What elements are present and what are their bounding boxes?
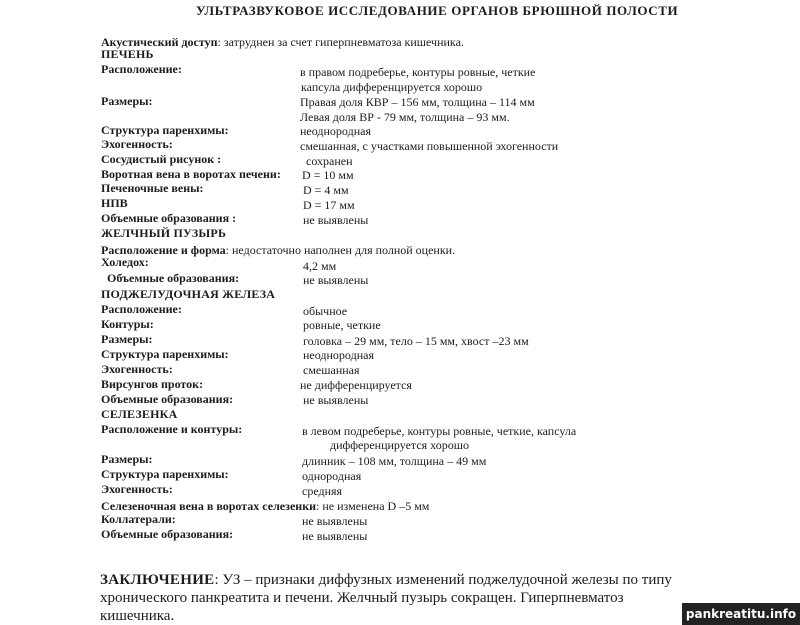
liver-size-value-1: Правая доля КВР – 156 мм, толщина – 114 мм xyxy=(300,95,535,109)
liver-hepatic-value: D = 4 мм xyxy=(303,183,349,197)
liver-echo-value: смешанная, с участками повышенной эхогенности xyxy=(300,139,559,153)
conclusion-line-3: кишечника. xyxy=(100,608,175,624)
gallbladder-masses-value: не выявлены xyxy=(303,273,369,287)
liver-ivc-value: D = 17 мм xyxy=(303,198,355,212)
spleen-vein-label: Селезеночная вена в воротах селезенки xyxy=(101,499,317,513)
gallbladder-duct-label: Холедох: xyxy=(101,255,149,269)
liver-parenchyma-value: неоднородная xyxy=(300,124,371,138)
acoustic-access xyxy=(101,33,464,51)
spleen-echo-label: Эхогенность: xyxy=(101,482,173,496)
pancreas-parenchyma-label: Структура паренхимы: xyxy=(101,347,229,361)
spleen-parenchyma-value: однородная xyxy=(302,469,362,483)
liver-vascular-label: Сосудистый рисунок : xyxy=(101,152,222,166)
pancreas-parenchyma-value: неоднородная xyxy=(303,348,374,362)
liver-size-label: Размеры: xyxy=(101,94,153,108)
pancreas-masses-label: Объемные образования: xyxy=(101,392,234,406)
spleen-collaterals-value: не выявлены xyxy=(302,514,368,528)
spleen-location-value-1: в левом подреберье, контуры ровные, четкие, капсула xyxy=(302,424,577,438)
conclusion-line-1 xyxy=(100,572,672,589)
pancreas-location-label: Расположение: xyxy=(101,302,182,316)
spleen-location-value-2: дифференцируется хорошо xyxy=(330,438,469,452)
section-heading-liver: ПЕЧЕНЬ xyxy=(101,47,154,61)
pancreas-echo-value: смешанная xyxy=(303,363,360,377)
liver-size-value-2: Левая доля ВР - 79 мм, толщина – 93 мм. xyxy=(300,110,510,124)
pancreas-location-value: обычное xyxy=(303,304,348,318)
pancreas-size-value: головка – 29 мм, тело – 15 мм, хвост –23 мм xyxy=(303,334,529,348)
liver-parenchyma-label: Структура паренхимы: xyxy=(101,123,229,137)
gallbladder-form xyxy=(101,241,455,259)
gallbladder-duct-value: 4,2 мм xyxy=(303,259,337,273)
liver-masses-label: Объемные образования : xyxy=(101,211,237,225)
pancreas-masses-value: не выявлены xyxy=(303,393,369,407)
spleen-echo-value: средняя xyxy=(302,484,343,498)
liver-vascular-value: сохранен xyxy=(306,154,353,168)
spleen-size-value: длинник – 108 мм, толщина – 49 мм xyxy=(302,454,487,468)
watermark: pankreatitu.info xyxy=(682,603,800,625)
acoustic-access-value: : затруднен за счет гиперпневматоза кишечника. xyxy=(217,35,464,49)
liver-location-value-1: в правом подреберье, контуры ровные, четкие xyxy=(300,65,536,79)
conclusion-line-2: хронического панкреатита и печени. Желчный пузырь сокращен. Гиперпневматоз xyxy=(100,590,624,606)
pancreas-duct-value: не дифференцируется xyxy=(300,378,412,392)
gallbladder-form-label: Расположение и форма xyxy=(101,243,226,257)
conclusion-text-1: : УЗ – признаки диффузных изменений поджелудочной железы по типу xyxy=(214,572,672,588)
liver-ivc-label: НПВ xyxy=(101,196,128,210)
spleen-size-label: Размеры: xyxy=(101,452,153,466)
liver-location-value-2: капсула дифференцируется хорошо xyxy=(301,80,483,94)
spleen-masses-label: Объемные образования: xyxy=(101,527,234,541)
gallbladder-form-value: : недостаточно наполнен для полной оценки. xyxy=(225,243,456,257)
section-heading-pancreas: ПОДЖЕЛУДОЧНАЯ ЖЕЛЕЗА xyxy=(101,287,276,301)
spleen-location-label: Расположение и контуры: xyxy=(101,422,243,436)
pancreas-duct-label: Вирсунгов проток: xyxy=(101,377,204,391)
pancreas-contours-value: ровные, четкие xyxy=(303,318,381,332)
spleen-parenchyma-label: Структура паренхимы: xyxy=(101,467,229,481)
pancreas-echo-label: Эхогенность: xyxy=(101,362,173,376)
liver-portal-value: D = 10 мм xyxy=(302,168,354,182)
gallbladder-masses-label: Объемные образования: xyxy=(107,271,240,285)
liver-hepatic-label: Печеночные вены: xyxy=(101,181,204,195)
pancreas-size-label: Размеры: xyxy=(101,332,153,346)
section-heading-spleen: СЕЛЕЗЕНКА xyxy=(101,407,178,421)
spleen-masses-value: не выявлены xyxy=(302,529,368,543)
liver-echo-label: Эхогенность: xyxy=(101,137,173,151)
pancreas-contours-label: Контуры: xyxy=(101,317,154,331)
spleen-vein-value: : не изменена D –5 мм xyxy=(316,499,430,513)
spleen-collaterals-label: Коллатерали: xyxy=(101,512,176,526)
liver-location-label: Расположение: xyxy=(101,62,182,76)
liver-portal-label: Воротная вена в воротах печени: xyxy=(101,167,281,181)
conclusion-label: ЗАКЛЮЧЕНИЕ xyxy=(100,572,215,588)
acoustic-access-label: Акустический доступ xyxy=(101,35,218,49)
document-title: УЛЬТРАЗВУКОВОЕ ИССЛЕДОВАНИЕ ОРГАНОВ БРЮШНОЙ ПОЛОСТИ xyxy=(196,3,679,18)
section-heading-gallbladder: ЖЕЛЧНЫЙ ПУЗЫРЬ xyxy=(101,226,227,240)
liver-masses-value: не выявлены xyxy=(303,213,369,227)
